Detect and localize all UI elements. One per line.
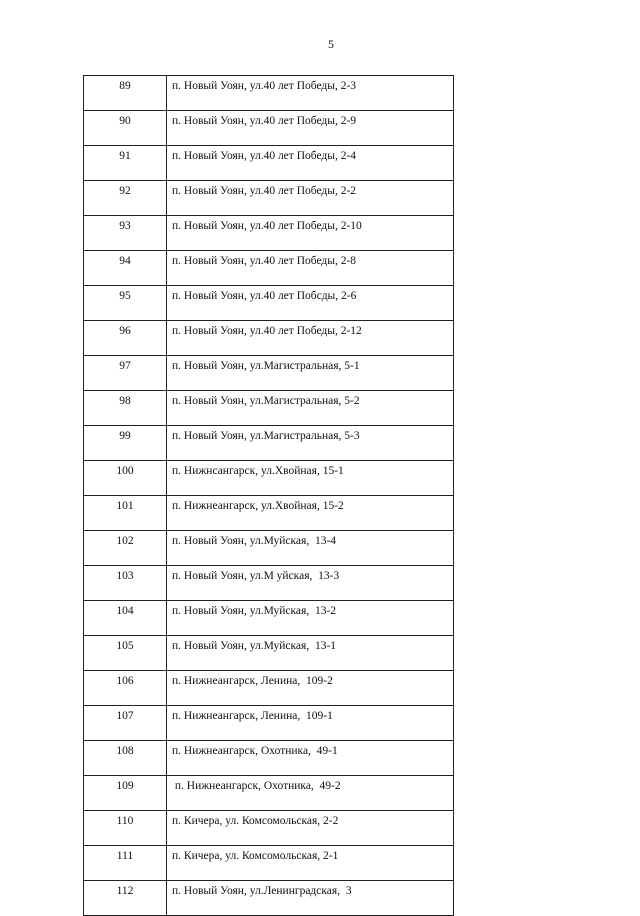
table-row bbox=[84, 181, 454, 216]
page-number: 5 bbox=[328, 37, 334, 51]
table-row bbox=[84, 321, 454, 356]
row-number-cell: 112 bbox=[84, 881, 167, 916]
row-number-cell: 105 bbox=[84, 636, 167, 671]
address-cell: п. Нижнеангарск, Ленина, 109-1 bbox=[167, 706, 454, 741]
address-cell: п. Новый Уоян, ул.40 лет Победы, 2-10 bbox=[167, 216, 454, 251]
row-number-cell: 107 bbox=[84, 706, 167, 741]
row-number-cell: 94 bbox=[84, 251, 167, 286]
table-row bbox=[84, 566, 454, 601]
address-cell: п. Нижнеангарск, Охотника, 49-2 bbox=[167, 776, 454, 811]
row-number-cell: 106 bbox=[84, 671, 167, 706]
address-cell: п. Кичера, ул. Комсомольская, 2-2 bbox=[167, 811, 454, 846]
table-row bbox=[84, 391, 454, 426]
table-row bbox=[84, 216, 454, 251]
row-number-cell: 91 bbox=[84, 146, 167, 181]
table-row bbox=[84, 881, 454, 916]
row-number-cell: 103 bbox=[84, 566, 167, 601]
table-row bbox=[84, 741, 454, 776]
table-row bbox=[84, 146, 454, 181]
row-number-cell: 100 bbox=[84, 461, 167, 496]
table-row bbox=[84, 426, 454, 461]
address-cell: п. Новый Уоян, ул.40 лет Побсды, 2-6 bbox=[167, 286, 454, 321]
row-number-cell: 98 bbox=[84, 391, 167, 426]
row-number-cell: 102 bbox=[84, 531, 167, 566]
table-row bbox=[84, 76, 454, 111]
address-cell: п. Новый Уоян, ул.Магистральная, 5-1 bbox=[167, 356, 454, 391]
table-row bbox=[84, 286, 454, 321]
table-row bbox=[84, 811, 454, 846]
row-number-cell: 111 bbox=[84, 846, 167, 881]
row-number-cell: 101 bbox=[84, 496, 167, 531]
address-cell: п. Новый Уоян, ул.Муйская, 13-1 bbox=[167, 636, 454, 671]
row-number-cell: 110 bbox=[84, 811, 167, 846]
address-cell: п. Новый Уоян, ул.М уйская, 13-3 bbox=[167, 566, 454, 601]
address-cell: п. Новый Уоян, ул.40 лет Победы, 2-2 bbox=[167, 181, 454, 216]
row-number-cell: 96 bbox=[84, 321, 167, 356]
address-cell: п. Новый Уоян, ул.40 лет Победы, 2-9 bbox=[167, 111, 454, 146]
row-number-cell: 108 bbox=[84, 741, 167, 776]
address-cell: п. Новый Уоян, ул.Ленинградская, 3 bbox=[167, 881, 454, 916]
address-cell: п. Нижнеангарск, ул.Хвойная, 15-2 bbox=[167, 496, 454, 531]
table-row bbox=[84, 846, 454, 881]
address-table bbox=[83, 75, 454, 916]
address-cell: п. Новый Уоян, ул.Муйская, 13-2 bbox=[167, 601, 454, 636]
row-number-cell: 93 bbox=[84, 216, 167, 251]
table-row bbox=[84, 671, 454, 706]
address-cell: п. Новый Уоян, ул.40 лет Победы, 2-8 bbox=[167, 251, 454, 286]
row-number-cell: 97 bbox=[84, 356, 167, 391]
address-cell: п. Нижнсангарск, ул.Хвойная, 15-1 bbox=[167, 461, 454, 496]
address-cell: п. Новый Уоян, ул.40 лет Победы, 2-4 bbox=[167, 146, 454, 181]
table-row bbox=[84, 251, 454, 286]
address-cell: п. Новый Уоян, ул.Муйская, 13-4 bbox=[167, 531, 454, 566]
row-number-cell: 104 bbox=[84, 601, 167, 636]
address-cell: п. Нижнеангарск, Охотника, 49-1 bbox=[167, 741, 454, 776]
address-table-body bbox=[84, 76, 454, 916]
address-cell: п. Новый Уоян, ул.Магистральная, 5-2 bbox=[167, 391, 454, 426]
row-number-cell: 92 bbox=[84, 181, 167, 216]
table-row bbox=[84, 111, 454, 146]
address-cell: п. Новый Уоян, ул.40 лет Победы, 2-12 bbox=[167, 321, 454, 356]
table-row bbox=[84, 461, 454, 496]
row-number-cell: 95 bbox=[84, 286, 167, 321]
table-row bbox=[84, 706, 454, 741]
address-cell: п. Кичера, ул. Комсомольская, 2-1 bbox=[167, 846, 454, 881]
table-row bbox=[84, 776, 454, 811]
row-number-cell: 90 bbox=[84, 111, 167, 146]
address-cell: п. Новый Уоян, ул.40 лет Победы, 2-3 bbox=[167, 76, 454, 111]
table-row bbox=[84, 356, 454, 391]
table-row bbox=[84, 601, 454, 636]
address-cell: п. Нижнеангарск, Ленина, 109-2 bbox=[167, 671, 454, 706]
table-row bbox=[84, 496, 454, 531]
row-number-cell: 99 bbox=[84, 426, 167, 461]
address-cell: п. Новый Уоян, ул.Магистральная, 5-3 bbox=[167, 426, 454, 461]
row-number-cell: 89 bbox=[84, 76, 167, 111]
table-row bbox=[84, 636, 454, 671]
row-number-cell: 109 bbox=[84, 776, 167, 811]
table-row bbox=[84, 531, 454, 566]
